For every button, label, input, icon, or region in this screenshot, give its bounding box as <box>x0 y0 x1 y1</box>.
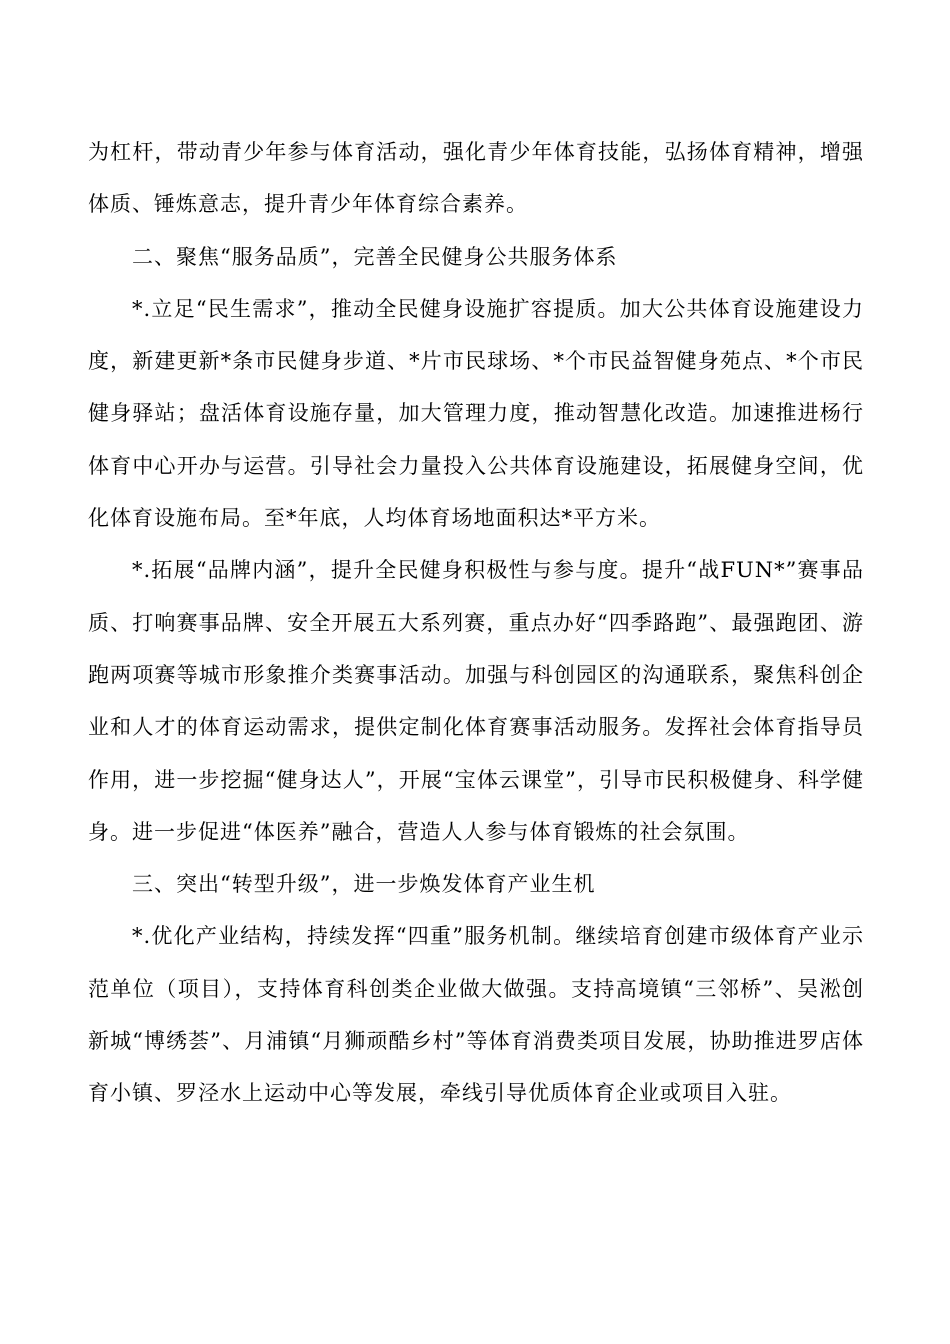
paragraph-industry-structure: *.优化产业结构，持续发挥“四重”服务机制。继续培育创建市级体育产业示范单位（项目），支持体育科创类企业做大做强。支持高境镇“三邻桥”、吴淞创新城“博绣荟”、月浦镇“月狮顽酷乡村”等体育消费类项目发展，协助推进罗店体育小镇、罗泾水上运动中心等发展，牵线引导优质体育企业或项目入驻。 <box>88 924 864 1106</box>
paragraph-brand-events: *.拓展“品牌内涵”，提升全民健身积极性与参与度。提升“战FUN*”赛事品质、打响赛事品牌、安全开展五大系列赛，重点办好“四季路跑”、最强跑团、游跑两项赛等城市形象推介类赛事活动。加强与科创园区的沟通联系，聚焦科创企业和人才的体育运动需求，提供定制化体育赛事活动服务。发挥社会体育指导员作用，进一步挖掘“健身达人”，开展“宝体云课堂”，引导市民积极健身、科学健身。进一步促进“体医养”融合，营造人人参与体育锻炼的社会氛围。 <box>88 558 864 844</box>
paragraph-fitness-facilities: *.立足“民生需求”，推动全民健身设施扩容提质。加大公共体育设施建设力度，新建更新*条市民健身步道、*片市民球场、*个市民益智健身苑点、*个市民健身驿站；盘活体育设施存量，加大管理力度，推动智慧化改造。加速推进杨行体育中心开办与运营。引导社会力量投入公共体育设施建设，拓展健身空间，优化体育设施布局。至*年底，人均体育场地面积达*平方米。 <box>88 296 864 531</box>
section-heading-3: 三、突出“转型升级”，进一步焕发体育产业生机 <box>132 872 596 897</box>
document-page <box>88 126 864 1120</box>
paragraph-continuation: 为杠杆，带动青少年参与体育活动，强化青少年体育技能，弘扬体育精神，增强体质、锤炼意志，提升青少年体育综合素养。 <box>88 140 864 217</box>
section-heading-2: 二、聚焦“服务品质”，完善全民健身公共服务体系 <box>132 244 618 269</box>
